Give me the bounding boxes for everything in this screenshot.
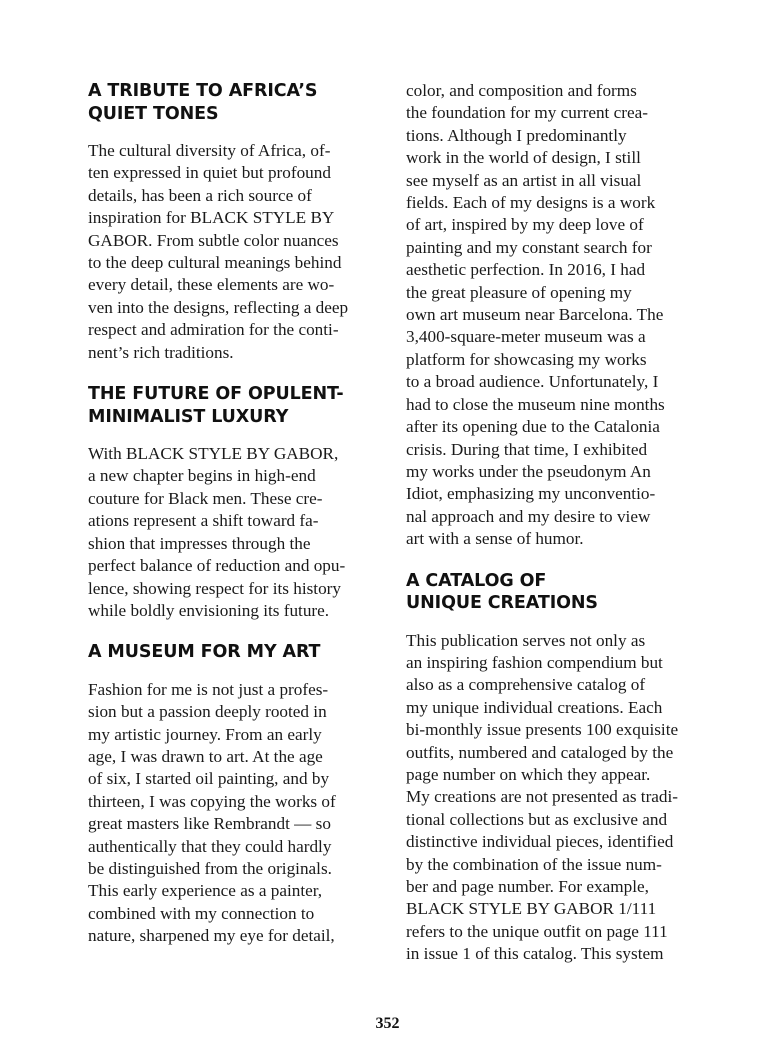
section-body-museum <box>88 679 378 948</box>
text-line: painting and my constant search for <box>406 237 652 257</box>
text-line: crisis. During that time, I exhibited <box>406 439 648 459</box>
section-heading-tribute <box>88 80 378 125</box>
text-line: My creations are not presented as tradi- <box>406 787 679 807</box>
text-line: had to close the museum nine months <box>406 394 665 414</box>
text-line: Idiot, emphasizing my unconventio- <box>406 484 656 504</box>
text-line: my works under the pseudonym An <box>406 461 651 481</box>
text-line: own art museum near Barcelona. The <box>406 305 664 325</box>
section-body-museum-continued <box>406 80 696 551</box>
text-line: the foundation for my current crea- <box>406 103 648 123</box>
text-line: combined with my connection to <box>88 903 315 923</box>
text-line: my unique individual creations. Each <box>406 697 663 717</box>
text-line: UNIQUE CREATIONS <box>406 593 598 614</box>
text-line: THE FUTURE OF OPULENT- <box>88 384 344 405</box>
text-line: to a broad audience. Unfortunately, I <box>406 372 659 392</box>
text-line: Fashion for me is not just a profes- <box>88 679 329 699</box>
section-body-tribute <box>88 140 378 364</box>
text-line: A MUSEUM FOR MY ART <box>88 642 321 663</box>
text-line: aesthetic perfection. In 2016, I had <box>406 260 646 280</box>
text-line: page number on which they appear. <box>406 764 651 784</box>
text-line: work in the world of design, I still <box>406 148 641 168</box>
text-line: an inspiring fashion compendium but <box>406 652 663 672</box>
text-line: every detail, these elements are wo- <box>88 275 335 295</box>
text-line: With BLACK STYLE BY GABOR, <box>88 444 339 464</box>
section-heading-future <box>88 383 378 428</box>
text-line: MINIMALIST LUXURY <box>88 406 289 427</box>
section-heading-catalog <box>406 570 696 615</box>
text-line: GABOR. From subtle color nuances <box>88 230 339 250</box>
text-line: details, has been a rich source of <box>88 185 312 205</box>
text-line: lence, showing respect for its history <box>88 578 341 598</box>
section-body-catalog <box>406 630 696 966</box>
text-line: platform for showcasing my works <box>406 349 647 369</box>
text-line: authentically that they could hardly <box>88 836 332 856</box>
text-line: great masters like Rembrandt — so <box>88 814 331 834</box>
left-column <box>88 80 378 948</box>
text-line: art with a sense of humor. <box>406 529 584 549</box>
text-line: 3,400-square-meter museum was a <box>406 327 646 347</box>
text-line: nent’s rich traditions. <box>88 342 234 362</box>
text-line: outfits, numbered and cataloged by the <box>406 742 674 762</box>
text-line: The cultural diversity of Africa, of- <box>88 141 331 160</box>
page-number: 352 <box>375 1015 400 1032</box>
text-line: a new chapter begins in high-end <box>88 466 316 486</box>
text-line: fields. Each of my designs is a work <box>406 193 656 213</box>
section-body-future <box>88 443 378 622</box>
text-line: see myself as an artist in all visual <box>406 170 642 190</box>
text-line: thirteen, I was copying the works of <box>88 791 336 811</box>
text-line: of art, inspired by my deep love of <box>406 215 644 235</box>
text-line: ber and page number. For example, <box>406 877 649 896</box>
text-line: QUIET TONES <box>88 103 219 124</box>
text-line: after its opening due to the Catalonia <box>406 417 660 437</box>
text-line: to the deep cultural meanings behind <box>88 253 342 273</box>
text-line: tional collections but as exclusive and <box>406 809 668 829</box>
text-line: This early experience as a painter, <box>88 881 323 901</box>
text-line: be distinguished from the originals. <box>88 859 332 879</box>
text-line: ven into the designs, reflecting a deep <box>88 297 349 317</box>
text-line: bi-monthly issue presents 100 exquisite <box>406 720 679 740</box>
text-line: A TRIBUTE TO AFRICA’S <box>88 81 318 101</box>
text-line: couture for Black men. These cre- <box>88 488 323 508</box>
text-line: nature, sharpened my eye for detail, <box>88 926 335 946</box>
text-line: my artistic journey. From an early <box>88 724 322 744</box>
text-line: This publication serves not only as <box>406 630 646 650</box>
text-line: also as a comprehensive catalog of <box>406 675 646 695</box>
text-line: shion that impresses through the <box>88 533 311 553</box>
text-line: respect and admiration for the conti- <box>88 320 339 340</box>
text-line: inspiration for BLACK STYLE BY <box>88 208 335 228</box>
text-line: age, I was drawn to art. At the age <box>88 747 323 767</box>
text-line: the great pleasure of opening my <box>406 282 632 302</box>
text-line: color, and composition and forms <box>406 81 637 100</box>
text-line: A CATALOG OF <box>406 570 547 591</box>
text-line: nal approach and my desire to view <box>406 506 651 526</box>
text-line: BLACK STYLE BY GABOR 1/111 <box>406 899 657 919</box>
text-line: ten expressed in quiet but profound <box>88 163 331 183</box>
text-line: distinctive individual pieces, identified <box>406 832 674 852</box>
text-line: tions. Although I predominantly <box>406 125 627 145</box>
text-line: of six, I started oil painting, and by <box>88 769 330 789</box>
text-line: by the combination of the issue num- <box>406 854 662 874</box>
right-column <box>406 80 696 966</box>
text-line: perfect balance of reduction and opu- <box>88 556 346 576</box>
text-line: while boldly envisioning its future. <box>88 600 330 620</box>
text-line: ations represent a shift toward fa- <box>88 511 319 531</box>
text-line: refers to the unique outfit on page 111 <box>406 921 668 941</box>
text-line: sion but a passion deeply rooted in <box>88 702 327 722</box>
section-heading-museum <box>88 641 378 664</box>
text-line: in issue 1 of this catalog. This system <box>406 944 664 964</box>
